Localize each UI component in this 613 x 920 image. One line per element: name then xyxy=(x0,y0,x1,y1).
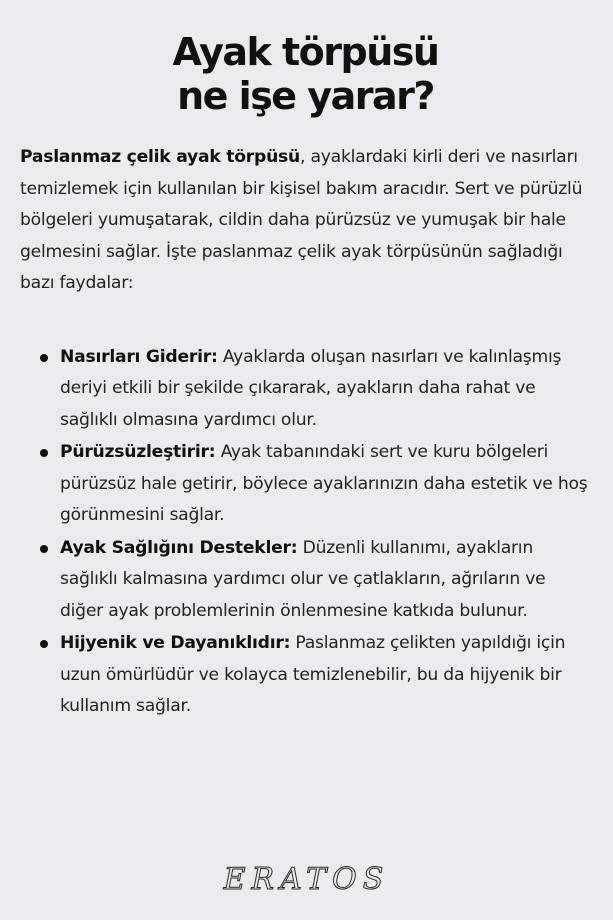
intro-bold: Paslanmaz çelik ayak törpüsü xyxy=(20,147,301,167)
intro-text: , ayaklardaki kirli deri ve nasırları temizlemek için kullanılan bir kişisel bakım aracıdır. Sert ve pürüzlü bölgeleri yumuşatarak, cildin daha pürüzsüz ve yumuşak bir hale gelmesini sağlar. İşte paslanmaz çelik ayak törpüsünün sağladığı bazı faydalar: xyxy=(20,147,583,293)
benefit-heading: Ayak Sağlığını Destekler: xyxy=(60,537,298,558)
benefit-item xyxy=(60,628,591,723)
benefit-item xyxy=(60,437,591,532)
benefits-list xyxy=(20,342,591,723)
title-line-2: ne işe yarar? xyxy=(177,74,434,118)
benefit-text: Ayaklarda oluşan nasırları ve kalınlaşmış deriyi etkili bir şekilde çıkararak, ayakların daha rahat ve sağlıklı olmasına yardımcı olur. xyxy=(60,346,562,430)
benefit-text: Ayak tabanındaki sert ve kuru bölgeleri pürüzsüz hale getirir, böylece ayaklarınızın daha estetik ve hoş görünmesini sağlar. xyxy=(60,442,588,525)
benefit-item xyxy=(60,342,591,437)
bullet-icon xyxy=(40,640,48,648)
benefit-text: Paslanmaz çelikten yapıldığı için uzun ömürlüdür ve kolayca temizlenebilir, bu da hijyenik bir kullanım sağlar. xyxy=(60,633,566,716)
bullet-icon xyxy=(40,449,48,457)
benefit-heading: Nasırları Giderir: xyxy=(60,346,218,367)
bullet-icon xyxy=(40,545,48,553)
bullet-icon xyxy=(40,354,48,362)
title-line-1: Ayak törpüsü xyxy=(172,30,439,74)
page-title xyxy=(20,0,591,118)
intro-paragraph xyxy=(20,142,591,300)
benefit-item xyxy=(60,533,591,628)
benefit-heading: Pürüzsüzleştirir: xyxy=(60,442,216,462)
benefit-text: Düzenli kullanımı, ayakların sağlıklı kalmasına yardımcı olur ve çatlakların, ağrıların ve diğer ayak problemlerinin önlenmesine katkıda bulunur. xyxy=(60,537,546,621)
benefit-heading: Hijyenik ve Dayanıklıdır: xyxy=(60,633,291,653)
brand-logo: ERATOS xyxy=(223,862,390,897)
